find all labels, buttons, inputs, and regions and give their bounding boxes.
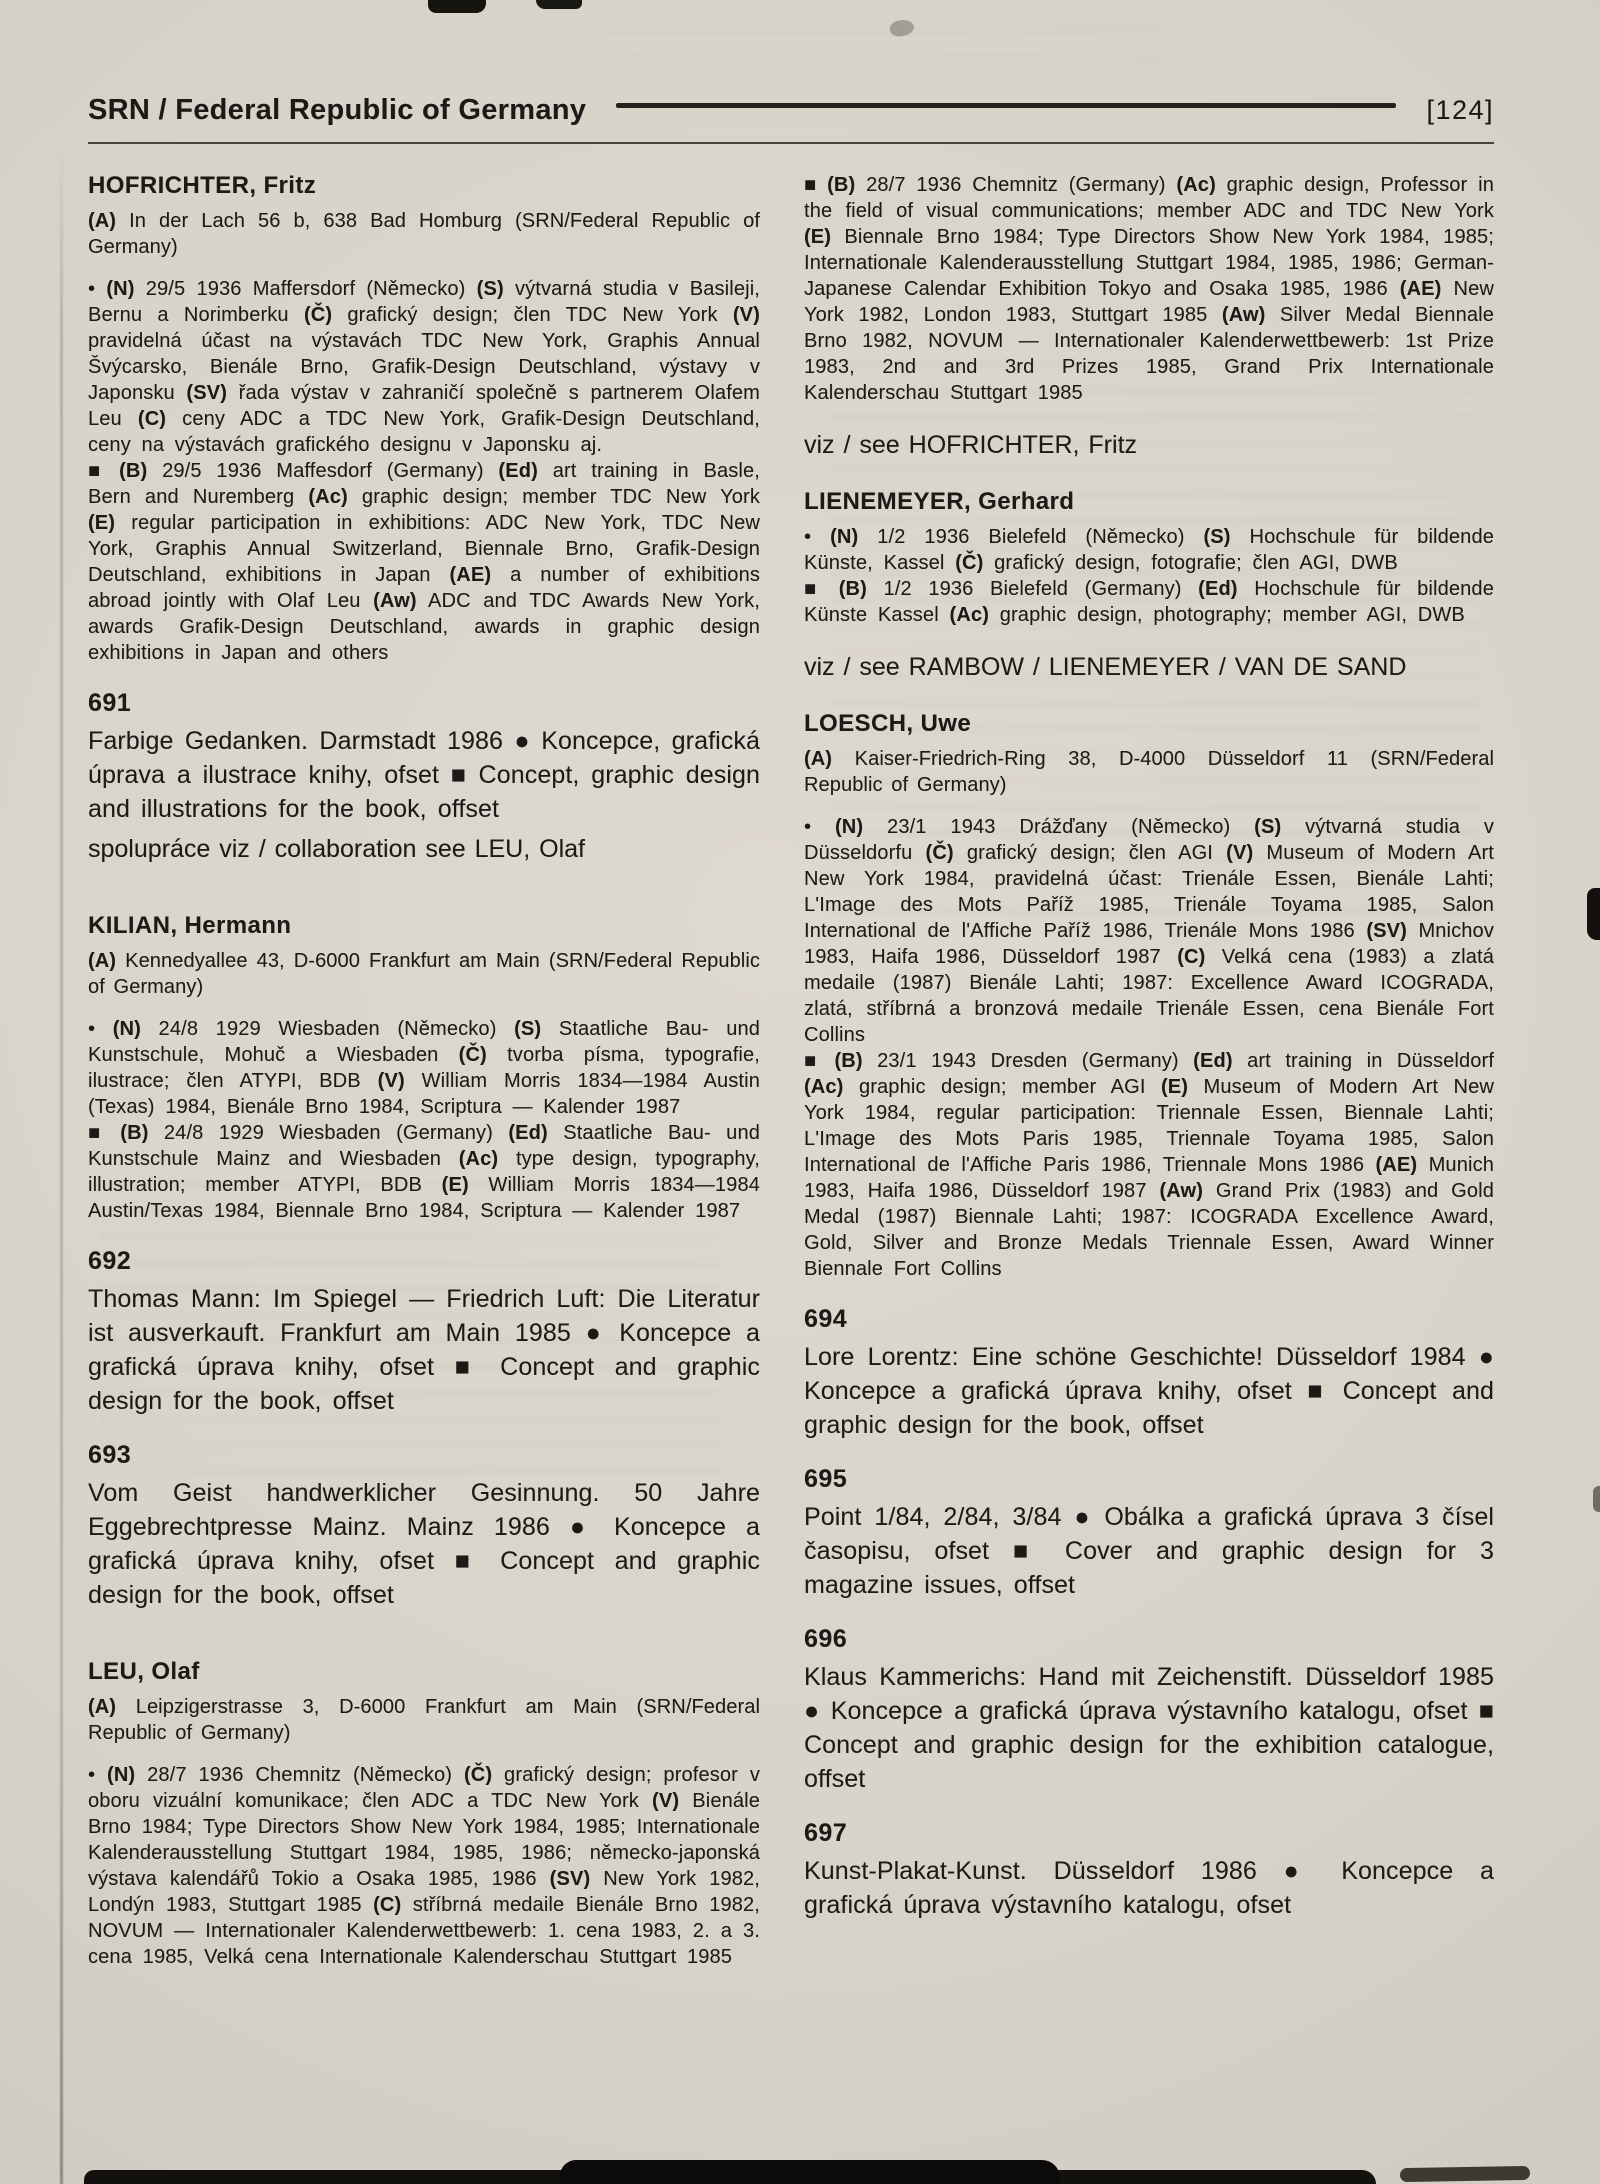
scan-artifact-top-smudge: [536, 0, 582, 9]
work-description: Farbige Gedanken. Darmstadt 1986 ● Koncepce, grafická úprava a ilustrace knihy, ofset ■ Concept, graphic design and illustrations for the book, offset: [88, 727, 760, 823]
page-title: SRN / Federal Republic of Germany: [88, 94, 587, 126]
work-694: [804, 1304, 1494, 1442]
work-number: 693: [88, 1441, 132, 1469]
work-692: [88, 1246, 760, 1418]
collaboration-reference: spolupráce viz / collaboration see LEU, Olaf: [88, 835, 585, 863]
work-number: 694: [804, 1305, 848, 1333]
right-column: [804, 172, 1494, 1922]
scan-artifact-crease: [60, 150, 63, 2184]
work-693: [88, 1440, 760, 1612]
entry-name-kilian: KILIAN, Hermann: [88, 912, 292, 939]
scan-artifact-bleedthrough: [600, 26, 1160, 72]
work-description: Klaus Kammerichs: Hand mit Zeichenstift. Düsseldorf 1985 ● Koncepce a grafická úprava výstavního katalogu, ofset ■ Concept and graphic design for the exhibition catalogue, offset: [804, 1663, 1494, 1793]
left-column: [88, 172, 760, 1970]
entry-address: (A) Leipzigerstrasse 3, D-6000 Frankfurt am Main (SRN/Federal Republic of Germany): [88, 1696, 760, 1744]
page-columns: [88, 172, 1494, 1970]
work-description: Vom Geist handwerklicher Gesinnung. 50 Jahre Eggebrechtpresse Mainz. Mainz 1986 ● Koncepce a grafická úprava knihy, ofset ■ Concept and graphic design for the book, offset: [88, 1479, 760, 1609]
bio-english: ■ (B) 23/1 1943 Dresden (Germany) (Ed) art training in Düsseldorf (Ac) graphic design; member AGI (E) Museum of Modern Art New York 1984, regular participation: Triennale Essen, Biennale Lahti; L'Image des Mots Paris 1985, Triennale Toyama 1985, Salon International de l'Affiche Paris 1986, Triennale Mons 1986 (AE) Munich 1983, Haifa 1986, Düsseldorf 1987 (Aw) Grand Prix (1983) and Gold Medal (1987) Biennale Lahti; 1987: ICOGRADA Excellence Award, Gold, Silver and Bronze Medals Triennale Essen, Award Winner Biennale Fort Collins: [804, 1050, 1495, 1280]
work-number: 697: [804, 1819, 848, 1847]
bio-czech: • (N) 24/8 1929 Wiesbaden (Německo) (S) Staatliche Bau- und Kunstschule, Mohuč a Wiesbaden (Č) tvorba písma, typografie, ilustrace; člen ATYPI, BDB (V) William Morris 1834—1984 Austin (Texas) 1984, Bienále Brno 1984, Scriptura — Kalender 1987: [88, 1018, 761, 1118]
entry-leu: [88, 1658, 760, 1970]
bio-czech: • (N) 23/1 1943 Drážďany (Německo) (S) výtvarná studia v Düsseldorfu (Č) grafický design; člen AGI (V) Museum of Modern Art New York 1984, pravidelná účast: Trienále Essen, Bienále Lahti; L'Image des Mots Paříž 1985, Trienále Toyama 1985, Salon International de l'Affiche Paříž 1986, Trienále Mons 1986 (SV) Mnichov 1983, Haifa 1986, Düsseldorf 1987 (C) Velká cena (1983) a zlatá medaile (1987) Bienále Lahti; 1987: Excellence Award ICOGRADA, zlatá, stříbrná a bronzová medaile Trienále Essen, cena Bienále Fort Collins: [804, 816, 1495, 1046]
work-697: [804, 1818, 1494, 1922]
page-header: [88, 94, 1494, 127]
entry-name-hofrichter: HOFRICHTER, Fritz: [88, 172, 317, 199]
work-description: Thomas Mann: Im Spiegel — Friedrich Luft: Die Literatur ist ausverkauft. Frankfurt am Main 1985 ● Koncepce a grafická úprava knihy, ofset ■ Concept and graphic design for the book, offset: [88, 1285, 760, 1415]
entry-address: (A) Kennedyallee 43, D-6000 Frankfurt am Main (SRN/Federal Republic of Germany): [88, 950, 760, 998]
bio-english: ■ (B) 24/8 1929 Wiesbaden (Germany) (Ed) Staatliche Bau- und Kunstschule Mainz and Wiesbaden (Ac) type design, typography, illustration; member ATYPI, BDB (E) William Morris 1834—1984 Austin/Texas 1984, Biennale Brno 1984, Scriptura — Kalender 1987: [88, 1122, 761, 1222]
scan-artifact-edge-mark: [1587, 888, 1600, 940]
entry-loesch: [804, 710, 1494, 1922]
scan-artifact-mark: [889, 18, 916, 39]
header-underline: [88, 142, 1494, 144]
see-reference-rambow: viz / see RAMBOW / LIENEMEYER / VAN DE SAND: [804, 653, 1407, 681]
work-number: 696: [804, 1625, 848, 1653]
bio-english: ■ (B) 29/5 1936 Maffesdorf (Germany) (Ed) art training in Basle, Bern and Nuremberg (Ac) graphic design; member TDC New York (E) regular participation in exhibitions: ADC New York, TDC New York, Graphis Annual Switzerland, Biennale Brno, Grafik-Design Deutschland, exhibitions in Japan (AE) a number of exhibitions abroad jointly with Olaf Leu (Aw) ADC and TDC Awards New York, awards Grafik-Design Deutschland, awards in graphic design exhibitions in Japan and others: [88, 460, 760, 664]
work-description: Point 1/84, 2/84, 3/84 ● Obálka a grafická úprava 3 čísel časopisu, ofset ■ Cover and graphic design for 3 magazine issues, offset: [804, 1503, 1494, 1599]
entry-kilian: [88, 912, 760, 1612]
work-691: [88, 688, 760, 826]
scan-artifact-edge-mark: [1593, 1486, 1600, 1512]
entry-address: (A) Kaiser-Friedrich-Ring 38, D-4000 Düsseldorf 11 (SRN/Federal Republic of Germany): [804, 748, 1494, 796]
header-rule: [616, 103, 1396, 108]
work-description: Lore Lorentz: Eine schöne Geschichte! Düsseldorf 1984 ● Koncepce a grafická úprava knihy, ofset ■ Concept and graphic design for the book, offset: [804, 1343, 1494, 1439]
scan-artifact-top-smudge: [428, 0, 486, 13]
bio-czech: • (N) 29/5 1936 Maffersdorf (Německo) (S) výtvarná studia v Basileji, Bernu a Norimberku (Č) grafický design; člen TDC New York (V) pravidelná účast na výstavách TDC New York, Graphis Annual Švýcarsko, Bienále Brno, Grafik-Design Deutschland, výstavy v Japonsku (SV) řada výstav v zahraničí společně s partnerem Olafem Leu (C) ceny ADC a TDC New York, Grafik-Design Deutschland, ceny na výstavách grafického designu v Japonsku aj.: [88, 278, 760, 456]
scan-artifact-bottom-smear: [84, 2170, 1376, 2184]
bio-czech: • (N) 28/7 1936 Chemnitz (Německo) (Č) grafický design; profesor v oboru vizuální komunikace; člen ADC a TDC New York (V) Bienále Brno 1984; Type Directors Show New York 1984, 1985; Internationale Kalenderausstellung Stuttgart 1984, 1985, 1986; německo-japonská výstava kalendářů Tokio a Osaka 1985, 1986 (SV) New York 1982, Londýn 1983, Stuttgart 1985 (C) stříbrná medaile Bienále Brno 1982, NOVUM — Internationaler Kalenderwettbewerb: 1. cena 1983, 2. a 3. cena 1985, Velká cena Internationale Kalenderschau Stuttgart 1985: [88, 1764, 761, 1968]
work-number: 692: [88, 1247, 132, 1275]
bio-czech: • (N) 1/2 1936 Bielefeld (Německo) (S) Hochschule für bildende Künste, Kassel (Č) grafický design, fotografie; člen AGI, DWB: [804, 526, 1494, 574]
work-number: 695: [804, 1465, 848, 1493]
entry-address: (A) In der Lach 56 b, 638 Bad Homburg (SRN/Federal Republic of Germany): [88, 210, 760, 258]
entry-name-leu: LEU, Olaf: [88, 1658, 200, 1685]
bio-english-leu-continued: ■ (B) 28/7 1936 Chemnitz (Germany) (Ac) graphic design, Professor in the field of visual communications; member ADC and TDC New York (E) Biennale Brno 1984; Type Directors Show New York 1984, 1985; Internationale Kalenderausstellung Stuttgart 1984, 1985, 1986; German-Japanese Calendar Exhibition Tokyo and Osaka 1985, 1986 (AE) New York 1982, London 1983, Stuttgart 1985 (Aw) Silver Medal Biennale Brno 1982, NOVUM — Internationaler Kalenderwettbewerb: 1st Prize 1983, 2nd and 3rd Prizes 1985, Grand Prix Internationale Kalenderschau Stuttgart 1985: [804, 174, 1494, 404]
work-description: Kunst-Plakat-Kunst. Düsseldorf 1986 ● Koncepce a grafická úprava výstavního katalogu, ofset: [804, 1857, 1494, 1919]
entry-name-loesch: LOESCH, Uwe: [804, 710, 972, 737]
entry-name-lienemeyer: LIENEMEYER, Gerhard: [804, 488, 1075, 515]
bio-english: ■ (B) 1/2 1936 Bielefeld (Germany) (Ed) Hochschule für bildende Künste Kassel (Ac) graphic design, photography; member AGI, DWB: [804, 578, 1494, 626]
work-number: 691: [88, 689, 132, 717]
entry-hofrichter: [88, 172, 760, 866]
entry-lienemeyer: [804, 488, 1494, 684]
work-695: [804, 1464, 1494, 1602]
scan-artifact-bottom-smear: [560, 2160, 1060, 2184]
work-696: [804, 1624, 1494, 1796]
scan-artifact-bottom-smear: [1400, 2166, 1530, 2182]
see-reference-hofrichter: viz / see HOFRICHTER, Fritz: [804, 431, 1138, 459]
page-number: [124]: [1426, 95, 1494, 125]
